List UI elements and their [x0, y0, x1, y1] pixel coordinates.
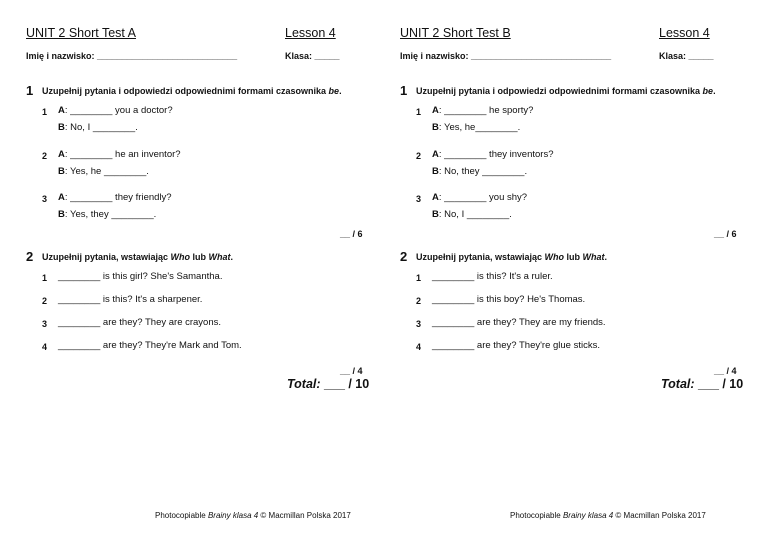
question-line-a[interactable]: A: ________ they inventors?	[432, 149, 554, 160]
question-number: 4	[416, 342, 422, 352]
unit-title: UNIT 2 Short Test A	[26, 26, 137, 40]
question-line-a[interactable]: A: ________ you a doctor?	[58, 105, 173, 116]
question-number: 2	[416, 151, 422, 161]
question-number: 2	[42, 296, 48, 306]
answer-line-b[interactable]: B: No, they ________.	[432, 166, 528, 177]
section-instruction: Uzupełnij pytania, wstawiając Who lub What.	[42, 252, 234, 262]
name-field[interactable]: Imię i nazwisko: ____________________________	[26, 51, 238, 61]
footer-copyright: Photocopiable Brainy klasa 4 © Macmillan Polska 2017	[155, 511, 351, 520]
question-line[interactable]: ________ are they? They are my friends.	[432, 317, 606, 328]
section-score: __ / 6	[714, 229, 737, 239]
question-line-a[interactable]: A: ________ they friendly?	[58, 192, 172, 203]
test-b-column	[374, 0, 744, 543]
section-score: __ / 4	[340, 366, 363, 376]
section-instruction: Uzupełnij pytania i odpowiedzi odpowiednimi formami czasownika be.	[416, 86, 716, 96]
section-score: __ / 4	[714, 366, 737, 376]
question-number: 2	[42, 151, 48, 161]
total-score: Total: ___ / 10	[661, 377, 744, 391]
question-number: 2	[416, 296, 422, 306]
question-line-a[interactable]: A: ________ he sporty?	[432, 105, 534, 116]
question-number: 1	[416, 273, 422, 283]
lesson-label: Lesson 4	[659, 26, 710, 40]
question-number: 1	[416, 107, 422, 117]
question-number: 3	[416, 319, 422, 329]
class-field[interactable]: Klasa: _____	[285, 51, 340, 61]
question-number: 4	[42, 342, 48, 352]
test-a-column	[0, 0, 370, 543]
section-number: 1	[400, 83, 408, 98]
question-line[interactable]: ________ is this boy? He's Thomas.	[432, 294, 586, 305]
question-line[interactable]: ________ is this girl? She's Samantha.	[58, 271, 223, 282]
name-field[interactable]: Imię i nazwisko: ____________________________	[400, 51, 612, 61]
section-number: 1	[26, 83, 34, 98]
section-instruction: Uzupełnij pytania i odpowiedzi odpowiednimi formami czasownika be.	[42, 86, 342, 96]
question-line[interactable]: ________ are they? They're Mark and Tom.	[58, 340, 242, 351]
question-number: 3	[42, 319, 48, 329]
question-line[interactable]: ________ are they? They're glue sticks.	[432, 340, 600, 351]
answer-line-b[interactable]: B: Yes, he________.	[432, 122, 521, 133]
unit-title: UNIT 2 Short Test B	[400, 26, 511, 40]
section-instruction: Uzupełnij pytania, wstawiając Who lub What.	[416, 252, 608, 262]
section-number: 2	[400, 249, 408, 264]
total-score: Total: ___ / 10	[287, 377, 370, 391]
class-field[interactable]: Klasa: _____	[659, 51, 714, 61]
question-number: 1	[42, 107, 48, 117]
answer-line-b[interactable]: B: Yes, they ________.	[58, 209, 157, 220]
question-line[interactable]: ________ are they? They are crayons.	[58, 317, 222, 328]
question-number: 3	[42, 194, 48, 204]
question-line[interactable]: ________ is this? It's a sharpener.	[58, 294, 203, 305]
section-number: 2	[26, 249, 34, 264]
question-number: 1	[42, 273, 48, 283]
footer-copyright: Photocopiable Brainy klasa 4 © Macmillan Polska 2017	[510, 511, 706, 520]
answer-line-b[interactable]: B: No, I ________.	[432, 209, 512, 220]
lesson-label: Lesson 4	[285, 26, 336, 40]
answer-line-b[interactable]: B: Yes, he ________.	[58, 166, 149, 177]
answer-line-b[interactable]: B: No, I ________.	[58, 122, 138, 133]
question-line[interactable]: ________ is this? It's a ruler.	[432, 271, 553, 282]
question-number: 3	[416, 194, 422, 204]
section-score: __ / 6	[340, 229, 363, 239]
question-line-a[interactable]: A: ________ you shy?	[432, 192, 528, 203]
question-line-a[interactable]: A: ________ he an inventor?	[58, 149, 181, 160]
